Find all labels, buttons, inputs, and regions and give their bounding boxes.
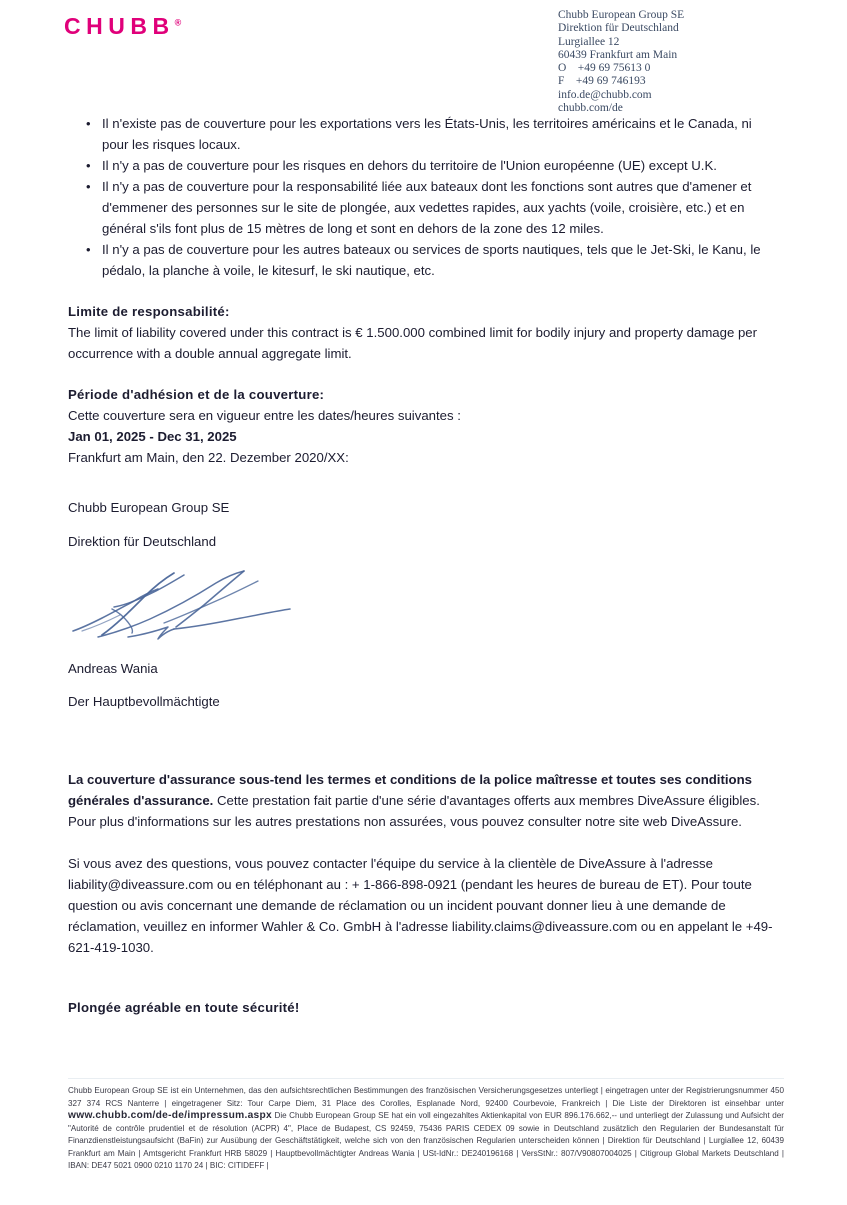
footer-impressum-link[interactable]: www.chubb.com/de-de/impressum.aspx bbox=[68, 1110, 272, 1121]
legal-footer bbox=[68, 1078, 784, 1173]
address-line: Lurgiallee 12 bbox=[558, 35, 620, 48]
handwritten-signature-icon bbox=[68, 565, 368, 645]
notice-rest-part: Cette prestation fait partie d'une série d'avantages offerts aux membres DiveAssure éligibles. Pour plus d'informations sur les autres prestations non assurées, vous pouvez consulter notre site web DiveAssure. bbox=[68, 792, 760, 829]
address-website: chubb.com/de bbox=[558, 102, 623, 115]
footer-text-part2: Die Chubb European Group SE hat ein voll eingezahltes Aktienkapital von EUR 896.176.662,-- und unterliegt der Zulassung und Aufsicht der "Autorité de contrôle prudentiel et de résolution (ACPR) 4", Place de Budapest, CS 92459, 75436 PARIS CEDEX 09 sowie in Deutschland zusätzlich den Regularien der Bundesanstalt für Finanzdienstleistungsaufsicht (BaFin) zur Ausübung der Geschäftstätigkeit, welche sich von den französischen Regularien unterscheiden können | Direktion für Deutschland | Lurgiallee 12, 60439 Frankfurt am Main | Amtsgericht Frankfurt HRB 58029 | Hauptbevollmächtigter Andreas Wania | USt-IdNr.: DE240196168 | VersStNr.: 807/V90807004025 | Citigroup Global Markets Deutschland | IBAN: DE47 5021 0900 0210 1170 24 | BIC: CITIDEFF | bbox=[68, 1111, 784, 1170]
contact-paragraph: Si vous avez des questions, vous pouvez contacter l'équipe du service à la clientèle de DiveAssure à l'adresse liability@diveassure.com ou en téléphonant au : + 1-866-898-0921 (pendant les heures de bureau de ET). Pour toute question ou avis concernant une demande de réclamation ou un incident pouvant donner lieu à une demande de réclamation, veuillez en informer Wahler & Co. GmbH à l'adresse liability.claims@diveassure.com ou en appelant le +49-621-419-1030. bbox=[68, 855, 773, 955]
notice-section bbox=[68, 769, 780, 832]
company-address-block bbox=[558, 9, 684, 115]
chubb-logo-text: CHUBB bbox=[64, 13, 175, 39]
letterhead bbox=[0, 0, 847, 115]
signature-image bbox=[68, 565, 368, 645]
period-dates: Jan 01, 2025 - Dec 31, 2025 bbox=[68, 429, 237, 444]
contact-section bbox=[68, 853, 780, 958]
signatory-name: Andreas Wania bbox=[68, 660, 158, 676]
exclusions-list bbox=[68, 113, 780, 281]
liability-heading: Limite de responsabilité: bbox=[68, 304, 230, 319]
address-phone-fax: F +49 69 746193 bbox=[558, 75, 646, 88]
chubb-logo bbox=[64, 13, 181, 40]
address-line: 60439 Frankfurt am Main bbox=[558, 48, 678, 61]
notice-paragraph bbox=[68, 769, 780, 832]
address-email: info.de@chubb.com bbox=[558, 88, 652, 101]
list-item: • Il n'existe pas de couverture pour les exportations vers les États-Unis, les territoires américains et le Canada, ni pour les risques locaux. bbox=[102, 113, 780, 155]
address-line: Direktion für Deutschland bbox=[558, 22, 679, 35]
list-item: • Il n'y a pas de couverture pour la responsabilité liée aux bateaux dont les fonctions sont autres que d'amener et d'emmener des personnes sur le site de plongée, aux vedettes rapides, aux yachts (voile, croisière, etc.) et en général s'ils font plus de 15 mètres de long et sont en dehors de la zone des 12 miles. bbox=[102, 176, 780, 239]
list-item: • Il n'y a pas de couverture pour les autres bateaux ou services de sports nautiques, tels que le Jet-Ski, le Kanu, le pédalo, la planche à voile, le kitesurf, le ski nautique, etc. bbox=[102, 239, 780, 281]
signature-company-line2: Direktion für Deutschland bbox=[68, 533, 217, 549]
closing-line: Plongée agréable en toute sécurité! bbox=[68, 999, 300, 1015]
footer-text-part1: Chubb European Group SE ist ein Unternehmen, das den aufsichtsrechtlichen Bestimmungen des französischen Versicherungsgesetzes unterliegt | eingetragen unter der Registrierungsnummer 450 327 374 RCS Nanterre | eingetragener Sitz: Tour Carpe Diem, 31 Place des Corolles, Esplanade Nord, 92400 Courbevoie, Frankreich | Die Liste der Direktoren ist einsehbar unter bbox=[68, 1086, 784, 1108]
list-item: • Il n'y a pas de couverture pour les risques en dehors du territoire de l'Union européenne (UE) except U.K. bbox=[102, 155, 780, 176]
period-section bbox=[68, 384, 780, 468]
address-line: Chubb European Group SE bbox=[558, 9, 685, 21]
signature-company-line1: Chubb European Group SE bbox=[68, 500, 230, 515]
period-intro: Cette couverture sera en vigueur entre les dates/heures suivantes : bbox=[68, 408, 461, 423]
liability-section bbox=[68, 301, 780, 364]
notice-bold-part: La couverture d'assurance sous-tend les termes et conditions de la police maîtresse et toutes ses conditions générales d'assurance. bbox=[68, 771, 752, 808]
signature-section bbox=[68, 498, 780, 713]
period-place-date: Frankfurt am Main, den 22. Dezember 2020/XX: bbox=[68, 450, 349, 465]
document-body bbox=[68, 113, 780, 1018]
signatory-title: Der Hauptbevollmächtigte bbox=[68, 694, 220, 710]
liability-body: The limit of liability covered under this contract is € 1.500.000 combined limit for bodily injury and property damage per occurrence with a double annual aggregate limit. bbox=[68, 325, 758, 361]
period-heading: Période d'adhésion et de la couverture: bbox=[68, 387, 325, 402]
address-phone-office: O +49 69 75613 0 bbox=[558, 62, 651, 75]
registered-mark-icon: ® bbox=[174, 17, 182, 28]
